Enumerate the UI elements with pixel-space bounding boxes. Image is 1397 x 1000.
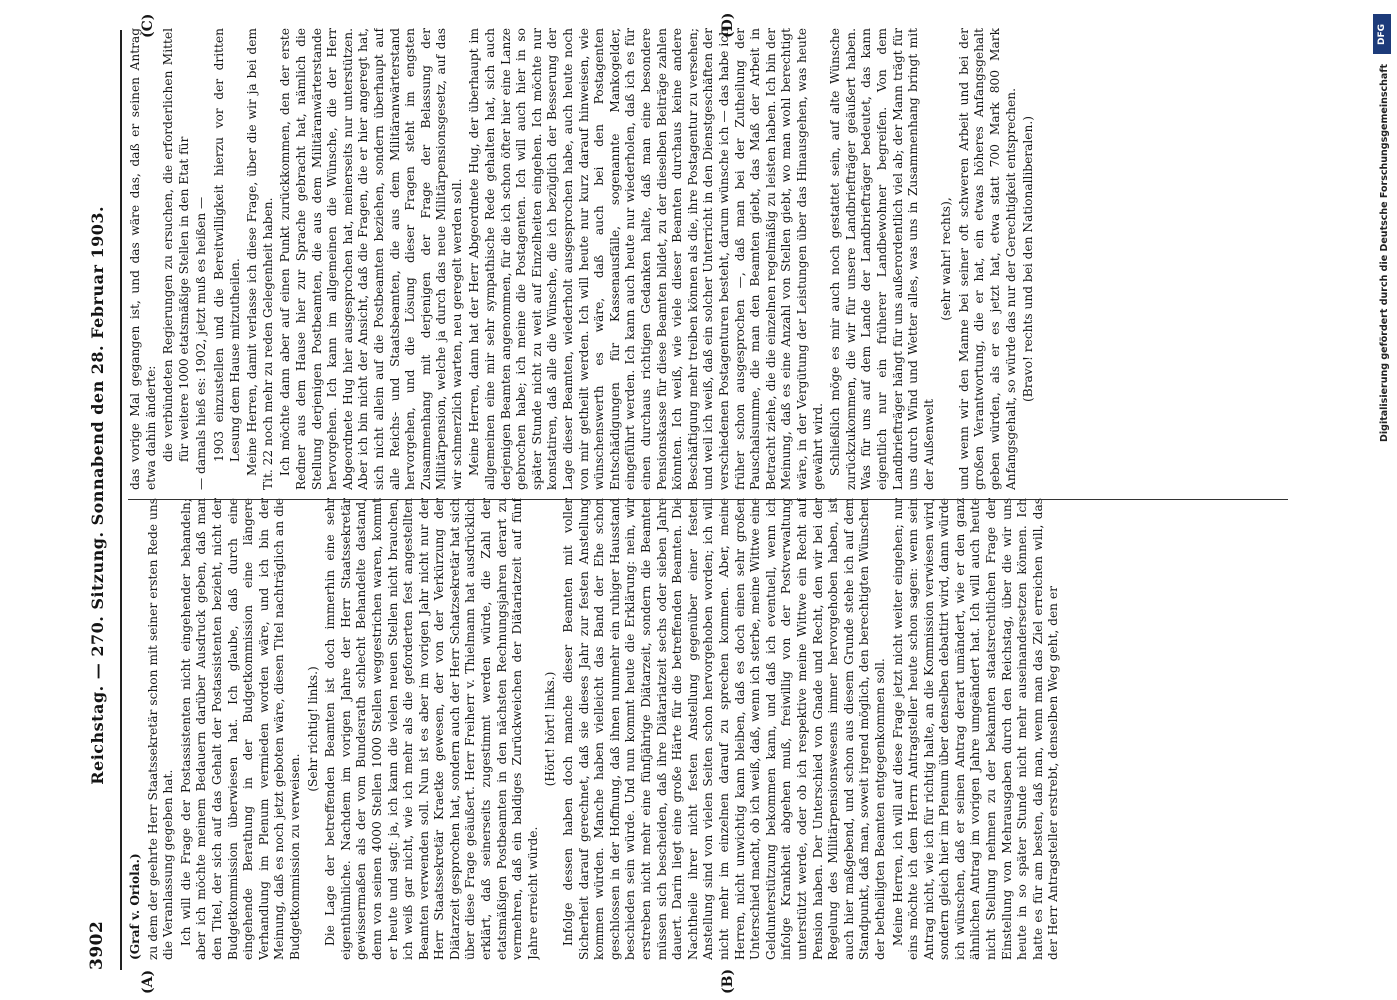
paragraph: Meine Herren, dann hat der Herr Abgeordnete Hug, der überhaupt im allgemeinen eine mir sehr sympathische Rede gehalten hat, sich auch derjenigen Beamten angenommen, für die ich schon öfter hier eine Lanze gebrochen habe; ich meine die Postagenten. Ich will auch hier in so später Stunde nicht zu weit auf Einzelheiten eingehen. Ich möchte nur konstatiren, daß alle die Wünsche, die ich bezüglich der Besserung der Lage dieser Beamten, wiederholt ausgesprochen habe, auch heute noch von mir getheilt werden. Ich will heute nur kurz darauf hinweisen, wie wünschenswerth es wäre, daß auch bei den Postagenten Entschädigungen für Kassenausfälle, sogenannte Mankogelder, eingeführt werden. Ich kann auch heute nur wiederholen, daß ich es für einen durchaus richtigen Gedanken halte, daß man eine besondere Pensionskasse für diese Beamten bildet, zu der dieselben Beiträge zahlen könnten. Ich weiß, wie viele dieser Beamten durchaus keine andere Beschäftigung mehr treiben können als die, ihre Postagentur zu versehen; und weil ich weiß, daß ein solcher Unterricht in den Dienstgeschäften der verschiedenen Postagenturen besteht, darum wünsche ich — das habe ich früher schon ausgesprochen —, daß man bei der Zutheilung der Pauschalsumme, die man den Beamten giebt, das Maß der Arbeit in Betracht ziehe, die die einzelnen regelmäßig zu leisten haben. Ich bin der Meinung, daß es eine Anzahl von Stellen giebt, wo man wohl berechtigt wäre, in der Vergütung der Leistungen über das Hinausgehen, was heute gewährt wird. [467,28,825,490]
margin-mark-c: (C) [140,13,156,38]
paragraph: Schließlich möge es mir auch noch gestattet sein, auf alte Wünsche zurückzukommen, die wir für unsere Landbriefträger geäußert haben. Was für uns auf dem Lande der Landbriefträger bedeutet, das kann eigentlich nur ein früherer Landbewohner begreifen. Von dem Landbriefträger hängt für uns außerordentlich viel ab; der Mann trägt für uns durch Wind und Wetter alles, was uns in Zusammenhang bringt mit der Außenwelt [828,28,936,490]
page-number: 3902 [87,920,107,970]
margin-mark-a: (A) [140,969,156,994]
paragraph: Meine Herren, ich will auf diese Frage jetzt nicht weiter eingehen; nur eins möchte ich dem Herrn Antragsteller heute schon sagen: wenn sein Antrag nicht, wie ich für richtig halte, an die Kommission verwiesen wird, sondern gleich hier im Plenum über denselben debattirt wird, dann würde ich wünschen, daß er seinen Antrag derart umändert, wie er den ganz ähnlichen Antrag im vorigen Jahre umgeändert hat. Ich will auch heute nicht Stellung nehmen zu der bekannten staatsrechtlichen Frage der Einstellung von Mehrausgaben durch den Reichstag, über die wir uns heute in so später Stunde nicht mehr auseinandersetzen können. Ich hatte es für am besten, daß man, wenn man das Ziel erreichen will, das der Herr Antragsteller erstrebt, denselben Weg geht, den er [890,498,1061,960]
paragraph: — damals hieß es: 1902, jetzt muß es heißen — [194,196,209,490]
dfg-side-strip [1367,0,1397,1000]
speaker-label: (Graf v. Oriola.) [128,853,142,960]
page-header [80,30,114,970]
paragraph: und wenn wir den Manne bei seiner oft schweren Arbeit und bei der großen Verantwortung, die er hat, ein etwas höheres Anfangsgehalt geben würden, als er es jetzt hat, etwa statt 700 Mark 800 Mark Anfangsgehalt, so würde das nur der Gerechtigkeit entsprechen. [956,28,1018,490]
column-divider [128,499,1288,500]
paragraph: die verbündeten Regierungen zu ersuchen, die erforderlichen Mittel für weitere 1000 etatsmäßige Stellen in den Etat für [161,28,191,462]
paragraph: das vorige Mal gegangen ist, und das wäre das, daß er seinen Antrag etwa dahin änderte: [128,28,158,490]
right-text-column [128,28,1288,490]
paragraph: Ich will die Frage der Postassistenten nicht eingehender behandeln; aber ich möchte meinem Bedauern darüber Ausdruck geben, daß man den Titel, der sich auf das Gehalt der Postassistenten bezieht, nicht der Budgetkommission überwiesen hat. Ich glaube, daß durch eine eingehende Berathung in der Budgetkommission eine längere Verhandlung im Plenum vermieden worden wäre, und ich bin der Meinung, daß es noch jetzt geboten wäre, diesen Titel nachträglich an die Budgetkommission zu verweisen. [178,498,302,960]
paragraph: (Sehr richtig! links.) [305,666,320,792]
paragraph: Infolge dessen haben doch manche dieser Beamten mit voller Sicherheit darauf gerechnet, daß sie dieses Jahr zur festen Anstellung kommen würden. Manche haben vielleicht das Band der Ehe schon geschlossen in der Hoffnung, daß ihnen nunmehr ein ruhiger Hausstand beschieden sein würde. Und nun kommt heute die Erklärung: nein, wir erstreben nicht mehr eine fünfjährige Diätarzeit, sondern die Beamten müssen sich bescheiden, daß ihre Diätariatzeit sechs oder sieben Jahre dauert. Darin liegt eine große Härte für die betreffenden Beamten. Die Nachtheile ihrer nicht festen Anstellung gegenüber einer festen Anstellung sind von vielen Seiten schon hervorgehoben worden; ich will nicht mehr im einzelnen darauf zu sprechen kommen. Aber, meine Herren, nicht unwichtig kann bleiben, daß es doch einen sehr großen Unterschied macht, ob ich weiß, daß, wenn ich sterbe, meine Wittwe eine Geldunterstützung bekommen kann, und daß ich eventuell, wenn ich infolge Krankheit abgehen muß, freiwillig von der Postverwaltung unterstützt werde, oder ob ich respektive meine Wittwe ein Recht auf Pension haben. Der Unterschied von Gnade und Recht, den wir bei der Regelung des Militärpensionswesens immer hervorgehoben haben, ist auch hier maßgebend, und schon aus diesem Grunde stehe ich auf dem Standpunkt, daß man, soweit irgend möglich, den berechtigten Wünschen der betheiligten Beamten entgegenkommen soll. [561,498,887,960]
rotated-page [80,0,1310,1000]
margin-mark-b: (B) [720,968,736,994]
header-rule [120,30,122,970]
left-text-column [128,498,1288,960]
dfg-logo: DFG [1373,14,1391,54]
paragraph: Meine Herren, damit verlasse ich diese Frage, über die wir ja bei dem Tit. 22 noch mehr zu reden Gelegenheit haben. [245,28,275,490]
margin-mark-d: (D) [720,12,736,38]
dfg-credit-text: Digitalisierung gefördert durch die Deutsche Forschungsgemeinschaft [1379,64,1390,442]
page-title: Reichstag. — 270. Sitzung. Sonnabend den 28. Februar 1903. [87,205,107,785]
paragraph: (Hört! hört! links.) [543,671,558,787]
paragraph: (Bravo! rechts und bei den Nationalliberalen.) [1021,116,1036,403]
paragraph: 1903 einzustellen und die Bereitwilligkeit hierzu vor der dritten Lesung dem Hause mitzutheilen. [211,28,242,462]
paragraph: zu dem der geehrte Herr Staatssekretär schon mit seiner ersten Rede uns die Veranlassung gegeben hat. [145,498,176,960]
paragraph: Ich möchte dann aber auf einen Punkt zurückkommen, den der erste Redner aus dem Hause hier zur Sprache gebracht hat, nämlich die Stellung derjenigen Postbeamten, die aus dem Militäranwärterstande hervorgehen. Ich kann im allgemeinen die Wünsche, die der Herr Abgeordnete Hug hier ausgesprochen hat, meinerseits nur unterstützen. Aber ich bin nicht der Ansicht, daß die Fragen, die er hier angeregt hat, sich nicht allein auf die Postbeamten beziehen, sondern überhaupt auf alle Reichs- und Staatsbeamten, die aus dem Militäranwärterstand hervorgehen, und die Lösung dieser Fragen steht im engsten Zusammenhang mit derjenigen der Frage der Belassung der Militärpension, welche ja durch das neue Militärpensionsgesetz, auf das wir schmerzlich warten, neu geregelt werden soll. [278,28,464,490]
paragraph: (sehr wahr! rechts), [939,197,954,321]
paragraph: Die Lage der betreffenden Beamten ist doch immerhin eine sehr eigenthümliche. Nachdem im vorigen Jahre der Herr Staatssekretär gewissermaßen als der vom Bundesrath schlecht Behandelte dastand, denn von seinen 4000 Stellen 1000 Stellen weggestrichen waren, kommt er heute und sagt: ja, ich kann die vielen neuen Stellen nicht brauchen, ich weiß gar nicht, wie ich mehr als die geforderten fest angestellten Beamten verwenden soll. Nun ist es aber im vorigen Jahr nicht nur der Herr Staatssekretär Kraetke gewesen, der von der Verkürzung der Diätarzeit gesprochen hat, sondern auch der Herr Schatzsekretär hat sich über diese Frage geäußert. Herr Freiherr v. Thielmann hat ausdrücklich erklärt, daß seinerseits zugestimmt werden würde, die Zahl der etatsmäßigen Postbeamten in den nächsten Rechnungsjahren derart zu vermehren, daß ein baldiges Zurückweichen der Diätariatzeit auf fünf Jahre erreicht würde. [323,498,540,960]
